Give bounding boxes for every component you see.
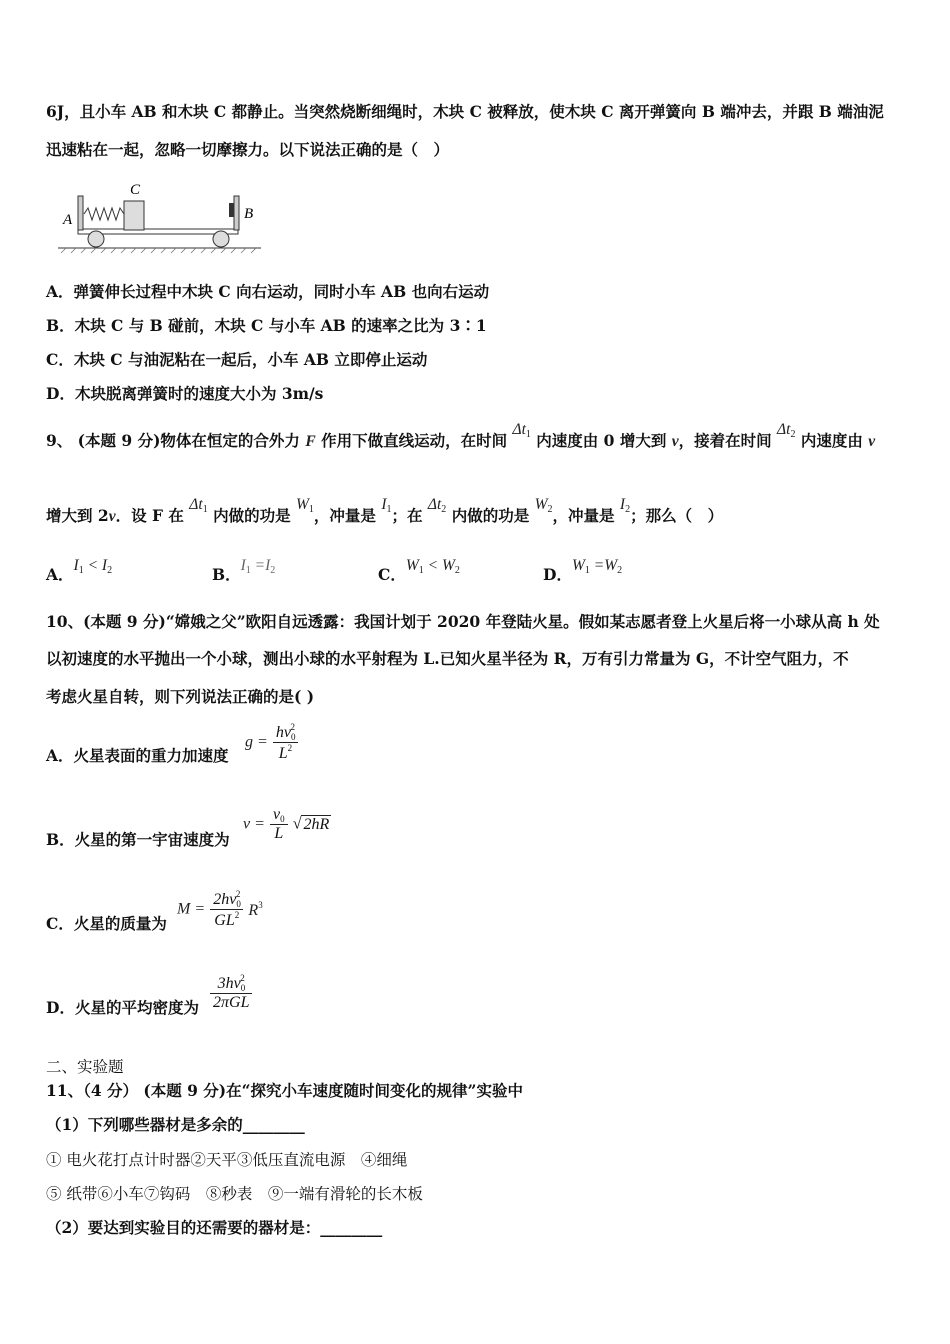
formula-g: g = $\frac{hv_0^2}{L^2}$ xyxy=(245,722,298,763)
q11-list-2: ⑤ 纸带⑥小车⑦钩码 ⑧秒表 ⑨一端有滑轮的长木板 xyxy=(46,1185,423,1203)
q11-stem: 11、（4 分） (本题 9 分)在“探究小车速度随时间变化的规律”实验中 xyxy=(46,1081,523,1100)
q8-option-c: C．木块 C 与油泥粘在一起后，小车 AB 立即停止运动 xyxy=(46,350,428,369)
q9-option-d: D．W1 =W2 xyxy=(543,557,623,584)
q8-option-b: B．木块 C 与 B 碰前，木块 C 与小车 AB 的速率之比为 3∶1 xyxy=(46,316,487,335)
section-title: 二、实验题 xyxy=(46,1058,124,1076)
q11-part2: （2）要达到实验目的还需要的器材是：________ xyxy=(46,1218,383,1237)
q9-stem-line1: 9、 (本题 9 分)物体在恒定的合外力 F 作用下做直线运动，在时间 Δt1 内速度由 0 增大到 v，接着在时间 Δt2 内速度由 v xyxy=(46,421,876,450)
formula-rho: $\frac{3hv_0^2}{\text{2πGL}}$ xyxy=(210,973,252,1012)
q11-list-1: ① 电火花打点计时器②天平③低压直流电源 ④细绳 xyxy=(46,1151,408,1169)
q10-option-a: A．火星表面的重力加速度 xyxy=(46,746,229,765)
q11-part1: （1）下列哪些器材是多余的________ xyxy=(46,1115,305,1134)
q10-stem-line1: 10、(本题 9 分)“嫦娥之父”欧阳自远透露：我国计划于 2020 年登陆火星。假如某志愿者登上火星后将一小球从高 h 处 xyxy=(46,612,880,631)
q9-stem-line2: 增大到 2v．设 F 在 Δt1 内做的功是 W1，冲量是 I1；在 Δt2 内做的功是 W2，冲量是 I2；那么（ ） xyxy=(46,496,724,525)
label-a: A xyxy=(63,212,73,228)
label-c: C xyxy=(130,182,141,198)
q8-option-d: D．木块脱离弹簧时的速度大小为 3m/s xyxy=(46,384,324,403)
formula-m: M = $\frac{2hv_0^2}{GL^2}$ $R^3$ xyxy=(177,889,263,929)
q10-option-d: D．火星的平均密度为 xyxy=(46,998,199,1017)
formula-v: v = $\frac{v_0}{L}$ √ 2hR xyxy=(243,806,330,842)
q10-option-b: B．火星的第一宇宙速度为 xyxy=(46,830,230,849)
q10-stem-line3: 考虑火星自转，则下列说法正确的是( ) xyxy=(46,687,315,706)
label-b: B xyxy=(244,206,254,222)
q10-option-c: C．火星的质量为 xyxy=(46,914,167,933)
cart-spring-figure xyxy=(56,176,266,254)
q9-option-a: A．I1 < I2 xyxy=(46,557,113,584)
q8-stem-line1: 6J，且小车 AB 和木块 C 都静止。当突然烧断细绳时，木块 C 被释放，使木块 C 离开弹簧向 B 端冲去，并跟 B 端油泥 xyxy=(46,102,884,121)
q8-stem-line2: 迅速粘在一起，忽略一切摩擦力。以下说法正确的是（ ） xyxy=(46,140,450,159)
q9-option-b: B．I1 =I2 xyxy=(212,557,276,584)
q9-option-c: C．W1 < W2 xyxy=(378,557,460,584)
q8-option-a: A．弹簧伸长过程中木块 C 向右运动，同时小车 AB 也向右运动 xyxy=(46,282,490,301)
q10-stem-line2: 以初速度的水平抛出一个小球，测出小球的水平射程为 L.已知火星半径为 R，万有引力常量为 G，不计空气阻力，不 xyxy=(46,649,849,668)
